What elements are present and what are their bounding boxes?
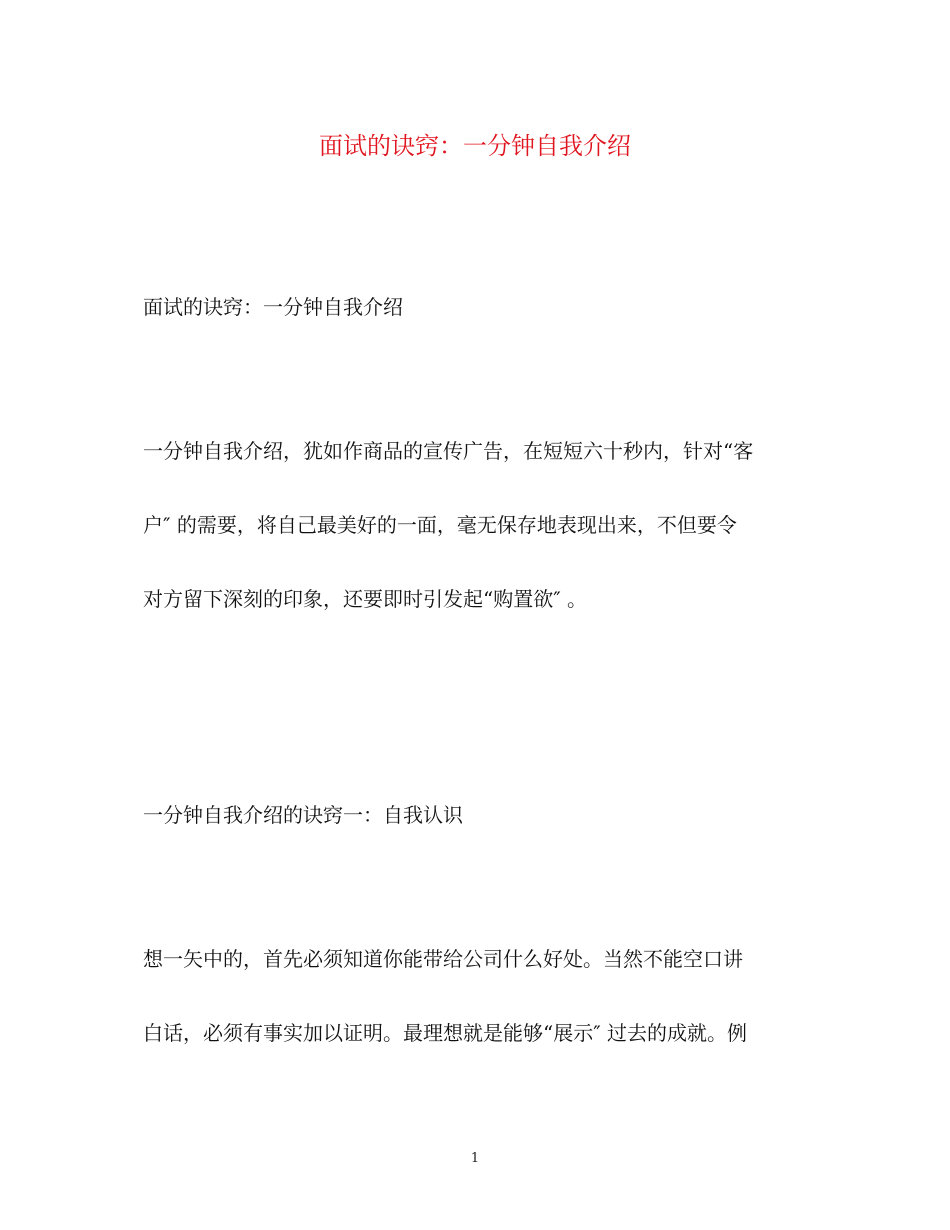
page-number: 1 bbox=[470, 1151, 480, 1166]
document-subtitle: 面试的诀窍：一分钟自我介绍 bbox=[143, 295, 403, 319]
paragraph-line: 一分钟自我介绍，犹如作商品的宣传广告，在短短六十秒内，针对“客 bbox=[143, 439, 754, 463]
paragraph-line: 户″ 的需要，将自己最美好的一面，毫无保存地表现出来，不但要令 bbox=[143, 513, 737, 537]
paragraph-line: 对方留下深刻的印象，还要即时引发起“购置欲″ 。 bbox=[143, 587, 588, 611]
section-heading: 一分钟自我介绍的诀窍一：自我认识 bbox=[143, 803, 463, 827]
paragraph-line: 想一矢中的，首先必须知道你能带给公司什么好处。当然不能空口讲 bbox=[143, 947, 743, 971]
paragraph-line: 白话，必须有事实加以证明。最理想就是能够“展示″ 过去的成就。例 bbox=[143, 1021, 748, 1045]
document-title: 面试的诀窍：一分钟自我介绍 bbox=[319, 132, 631, 160]
